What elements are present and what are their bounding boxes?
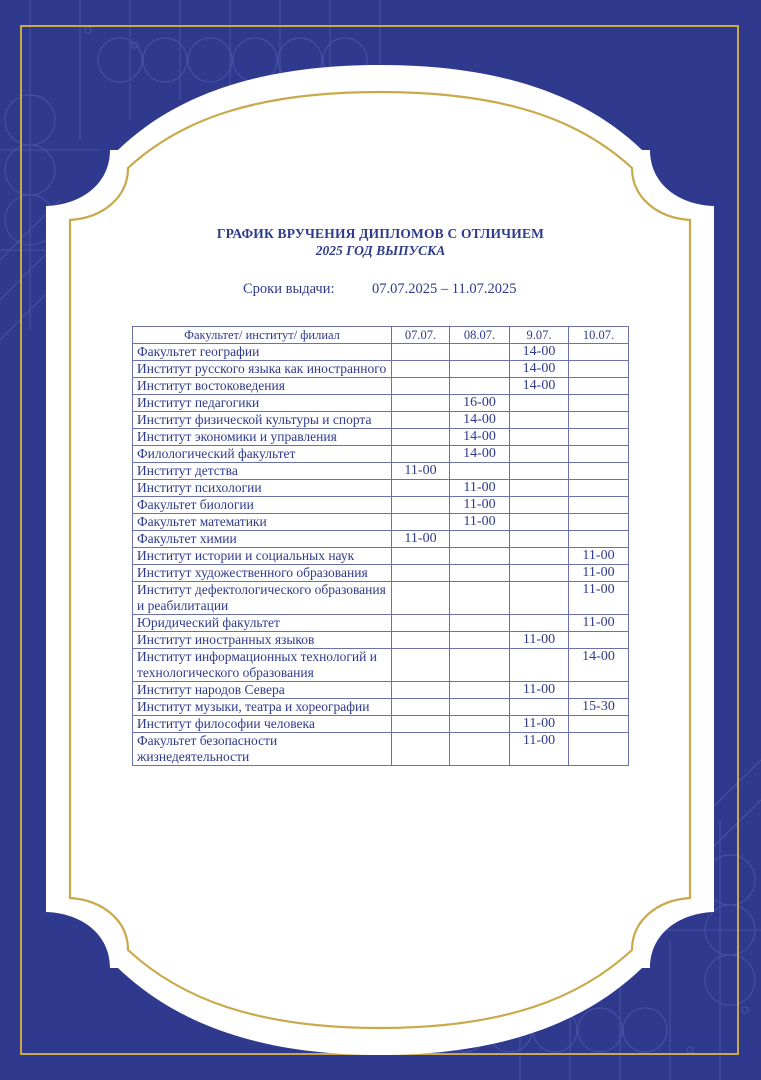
time-cell [510,497,569,514]
table-row [133,446,629,463]
table-row [133,480,629,497]
faculty-name: Институт философии человека [133,716,392,733]
time-cell [569,632,629,649]
faculty-name: Филологический факультет [133,446,392,463]
faculty-name: Институт востоковедения [133,378,392,395]
time-cell [392,497,450,514]
time-cell [450,582,510,615]
time-cell [569,480,629,497]
time-cell [569,716,629,733]
table-row [133,412,629,429]
time-cell: 11-00 [510,682,569,699]
time-cell: 14-00 [510,361,569,378]
time-cell: 11-00 [510,632,569,649]
time-cell [392,480,450,497]
issue-period [243,281,516,298]
time-cell [510,463,569,480]
time-cell [392,395,450,412]
time-cell [392,733,450,766]
time-cell [569,463,629,480]
time-cell [510,548,569,565]
time-cell [450,733,510,766]
faculty-name: Факультет географии [133,344,392,361]
time-cell [510,480,569,497]
time-cell: 11-00 [510,716,569,733]
time-cell [510,514,569,531]
time-cell [569,514,629,531]
time-cell: 11-00 [569,548,629,565]
time-cell [450,699,510,716]
time-cell [450,531,510,548]
time-cell: 11-00 [510,733,569,766]
table-header-row [133,327,629,344]
time-cell: 11-00 [392,531,450,548]
time-cell [392,344,450,361]
time-cell [510,446,569,463]
time-cell [392,649,450,682]
time-cell [450,615,510,632]
time-cell [569,412,629,429]
time-cell: 16-00 [450,395,510,412]
page-title: ГРАФИК ВРУЧЕНИЯ ДИПЛОМОВ С ОТЛИЧИЕМ [216,226,545,241]
time-cell [510,649,569,682]
time-cell [392,632,450,649]
table-row [133,649,629,682]
time-cell: 14-00 [569,649,629,682]
time-cell [392,615,450,632]
schedule-table [132,326,629,766]
time-cell [569,429,629,446]
time-cell [450,548,510,565]
faculty-name: Институт художественного образования [133,565,392,582]
time-cell: 14-00 [510,378,569,395]
time-cell [450,649,510,682]
table-row [133,733,629,766]
header-date: 07.07. [392,327,450,344]
table-row [133,395,629,412]
time-cell [392,565,450,582]
time-cell [450,716,510,733]
time-cell [392,699,450,716]
faculty-name: Институт экономики и управления [133,429,392,446]
faculty-name: Факультет химии [133,531,392,548]
table-row [133,378,629,395]
time-cell [450,463,510,480]
header-date: 9.07. [510,327,569,344]
time-cell [392,682,450,699]
time-cell [569,682,629,699]
time-cell [510,412,569,429]
issue-period-value: 07.07.2025 – 11.07.2025 [372,281,517,297]
table-row [133,463,629,480]
faculty-name: Факультет безопасности жизнедеятельности [133,733,392,766]
time-cell [392,716,450,733]
time-cell [510,565,569,582]
time-cell [569,395,629,412]
time-cell [569,344,629,361]
faculty-name: Институт дефектологического образования и реабилитации [133,582,392,615]
table-row [133,514,629,531]
faculty-name: Институт иностранных языков [133,632,392,649]
table-row [133,531,629,548]
time-cell: 11-00 [569,582,629,615]
time-cell: 11-00 [569,565,629,582]
faculty-name: Факультет биологии [133,497,392,514]
table-row [133,548,629,565]
header-faculty: Факультет/ институт/ филиал [133,327,392,344]
time-cell [510,582,569,615]
time-cell [569,733,629,766]
faculty-name: Институт истории и социальных наук [133,548,392,565]
table-row [133,361,629,378]
table-row [133,429,629,446]
table-row [133,497,629,514]
time-cell [510,615,569,632]
time-cell [392,378,450,395]
time-cell: 11-00 [450,514,510,531]
time-cell [510,699,569,716]
header-date: 08.07. [450,327,510,344]
time-cell [450,682,510,699]
time-cell [392,446,450,463]
table-row [133,699,629,716]
table-row [133,582,629,615]
time-cell [510,395,569,412]
table-row [133,344,629,361]
faculty-name: Институт музыки, театра и хореографии [133,699,392,716]
header-date: 10.07. [569,327,629,344]
faculty-name: Институт детства [133,463,392,480]
time-cell [450,361,510,378]
faculty-name: Институт физической культуры и спорта [133,412,392,429]
faculty-name: Институт психологии [133,480,392,497]
table-row [133,716,629,733]
time-cell [510,531,569,548]
time-cell [569,531,629,548]
time-cell: 11-00 [569,615,629,632]
time-cell: 15-30 [569,699,629,716]
time-cell [569,378,629,395]
time-cell [392,361,450,378]
faculty-name: Институт народов Севера [133,682,392,699]
time-cell [510,429,569,446]
time-cell [392,429,450,446]
time-cell [392,548,450,565]
time-cell [569,361,629,378]
time-cell: 11-00 [392,463,450,480]
time-cell: 14-00 [510,344,569,361]
time-cell: 11-00 [450,480,510,497]
page-subtitle: 2025 ГОД ВЫПУСКА [315,243,446,258]
time-cell [450,632,510,649]
time-cell [450,344,510,361]
table-row [133,632,629,649]
faculty-name: Институт информационных технологий и технологического образования [133,649,392,682]
time-cell [569,497,629,514]
table-row [133,565,629,582]
issue-period-label: Сроки выдачи: [243,281,335,297]
faculty-name: Институт педагогики [133,395,392,412]
faculty-name: Факультет математики [133,514,392,531]
time-cell [392,582,450,615]
time-cell [569,446,629,463]
time-cell [450,565,510,582]
time-cell: 11-00 [450,497,510,514]
time-cell [450,378,510,395]
table-row [133,682,629,699]
time-cell: 14-00 [450,446,510,463]
faculty-name: Юридический факультет [133,615,392,632]
table-row [133,615,629,632]
time-cell [392,514,450,531]
time-cell [392,412,450,429]
time-cell: 14-00 [450,429,510,446]
time-cell: 14-00 [450,412,510,429]
faculty-name: Институт русского языка как иностранного [133,361,392,378]
